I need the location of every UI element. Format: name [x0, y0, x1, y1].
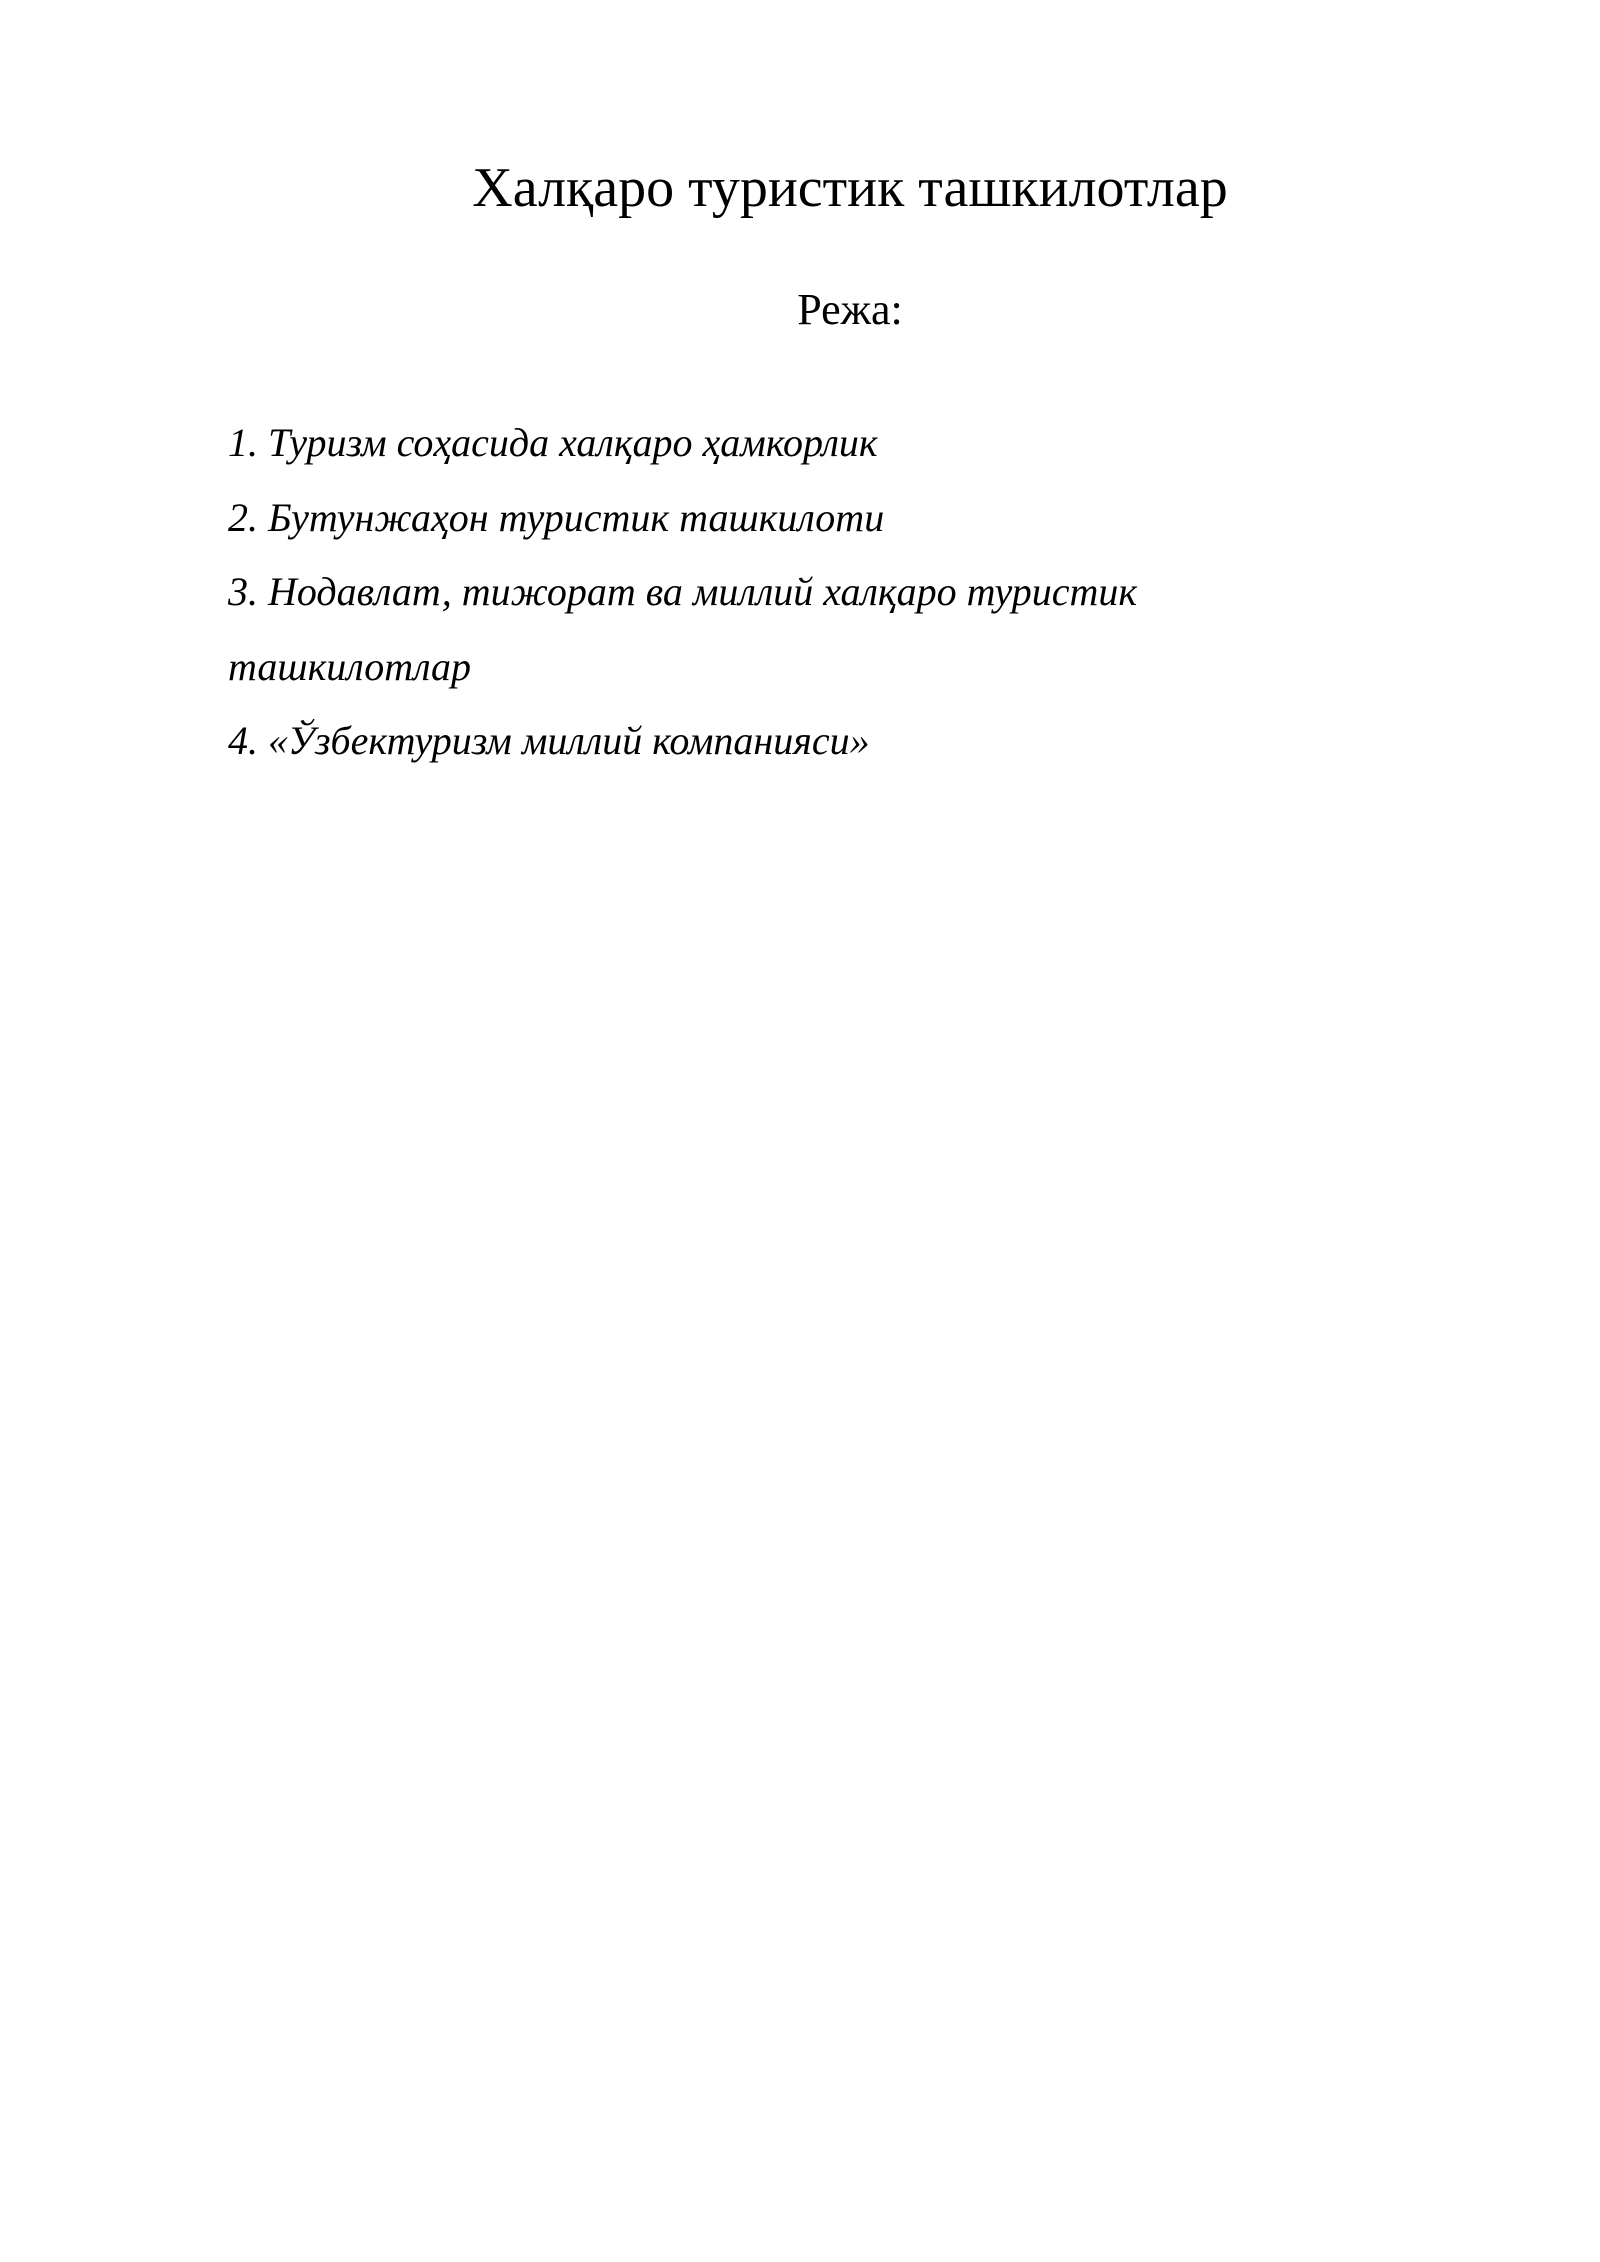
plan-item-number: 4.: [228, 718, 258, 763]
plan-heading: Режа:: [797, 285, 903, 334]
plan-item-text: Нодавлат, тижорат ва миллий халқаро туристик ташкилотлар: [228, 569, 1138, 689]
plan-list: [228, 406, 1318, 779]
plan-item-number: 1.: [228, 420, 258, 465]
plan-item-text: Бутунжаҳон туристик ташкилоти: [268, 494, 885, 540]
plan-item: [228, 555, 1318, 704]
plan-item-number: 2.: [228, 494, 258, 540]
plan-item-text: Туризм соҳасида халқаро ҳамкорлик: [268, 420, 878, 465]
plan-item: [228, 406, 1318, 481]
plan-item-text: «Ўзбектуризм миллий компанияси»: [268, 718, 870, 763]
document-title: Халқаро туристик ташкилотлар: [472, 157, 1228, 219]
plan-item-number: 3.: [228, 569, 258, 614]
plan-item: [228, 704, 1318, 779]
plan-item: [228, 481, 1318, 556]
